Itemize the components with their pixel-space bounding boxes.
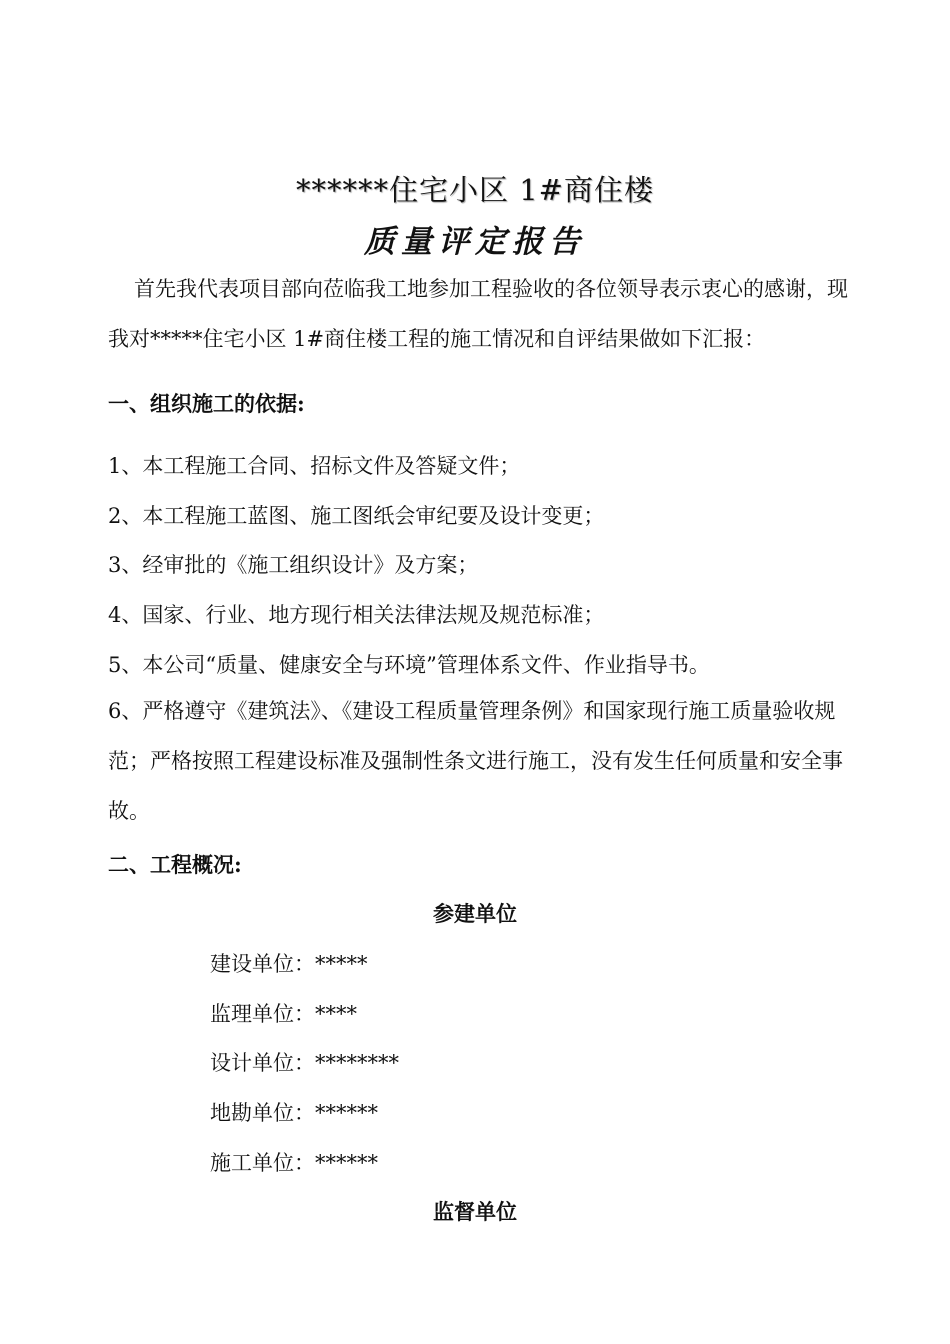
intro-paragraph: 首先我代表项目部向莅临我工地参加工程验收的各位领导表示衷心的感谢，现我对*****住宅小区 1#商住楼工程的施工情况和自评结果做如下汇报：	[108, 277, 848, 351]
basis-item-6: 6、严格遵守《建筑法》、《建设工程质量管理条例》和国家现行施工质量验收规范；严格按照工程建设标准及强制性条文进行施工，没有发生任何质量和安全事故。	[108, 699, 843, 823]
report-title-main: 质量评定报告	[364, 224, 586, 260]
section-heading-basis: 一、组织施工的依据:	[108, 391, 305, 416]
basis-item-2: 2、本工程施工蓝图、施工图纸会审纪要及设计变更；	[108, 504, 605, 528]
unit-owner: 建设单位：*****	[210, 952, 368, 976]
basis-item-4: 4、国家、行业、地方现行相关法律法规及规范标准；	[108, 603, 605, 627]
unit-survey: 地勘单位：******	[210, 1101, 378, 1125]
supervision-heading: 监督单位	[433, 1199, 517, 1224]
report-title-project: ******住宅小区 1#商住楼	[296, 173, 654, 207]
basis-item-3: 3、经审批的《施工组织设计》及方案；	[108, 553, 479, 577]
unit-supervisor: 监理单位：****	[210, 1002, 357, 1026]
section-heading-overview: 二、工程概况:	[108, 852, 242, 877]
participants-heading: 参建单位	[433, 901, 517, 926]
basis-item-1: 1、本工程施工合同、招标文件及答疑文件；	[108, 454, 521, 478]
basis-item-5: 5、本公司“质量、健康安全与环境”管理体系文件、作业指导书。	[108, 653, 710, 677]
unit-designer: 设计单位：********	[210, 1051, 399, 1075]
unit-contractor: 施工单位：******	[210, 1151, 378, 1175]
